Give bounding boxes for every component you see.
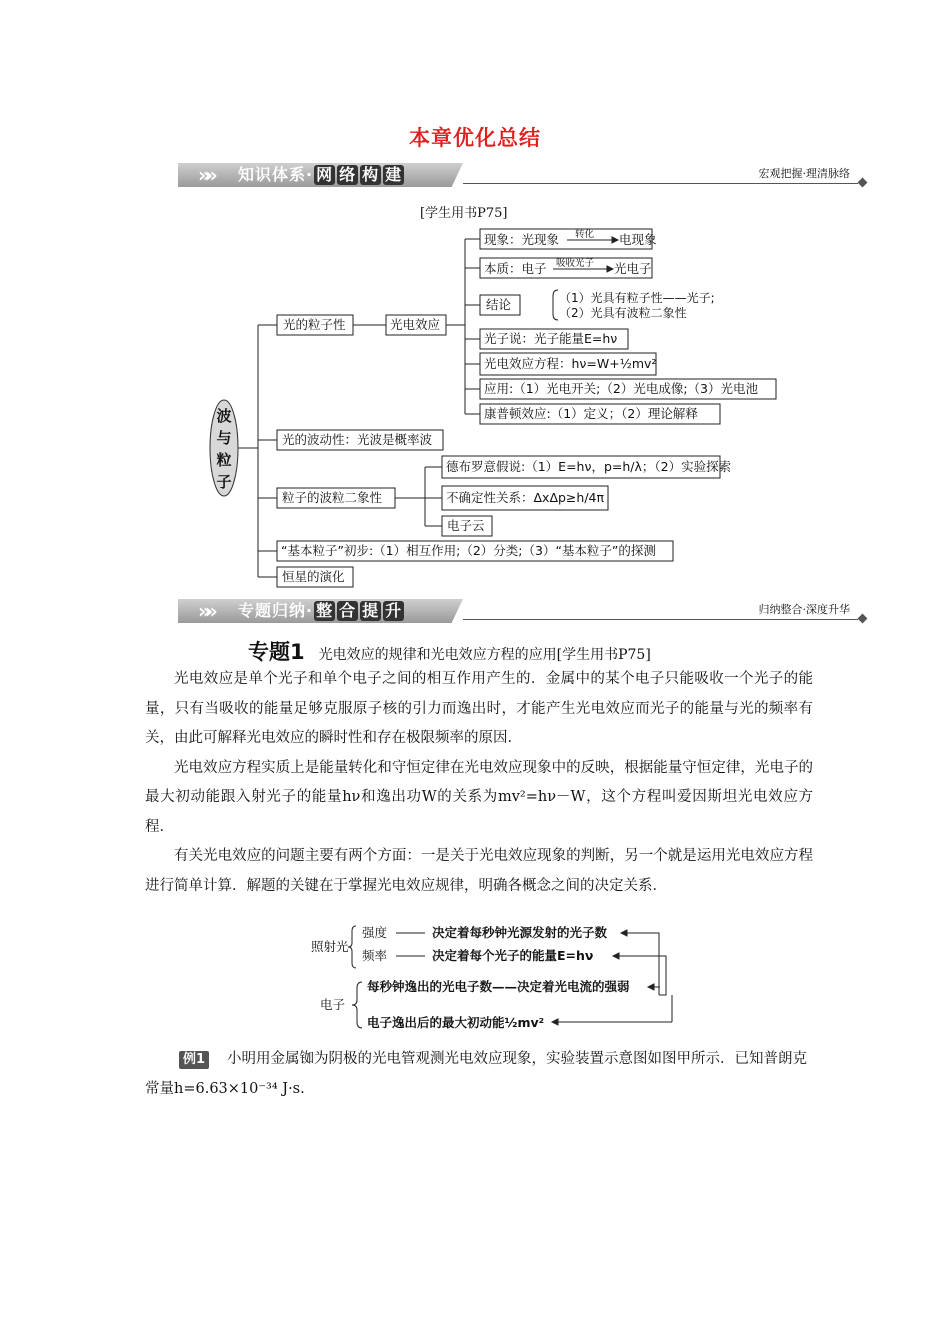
svg-text:光电子: 光电子: [614, 261, 652, 276]
chevron-icon: »»: [198, 599, 212, 623]
map-root-char: 波: [216, 407, 232, 425]
banner-subtitle: 归纳整合·深度升华: [758, 603, 850, 616]
map-node-cloud: 电子云: [447, 518, 485, 533]
map-root-char: 子: [216, 473, 232, 491]
example-tag: 例1: [179, 1051, 209, 1069]
svg-text:每秒钟逸出的光电子数——决定着光电流的强弱: 每秒钟逸出的光电子数——决定着光电流的强弱: [367, 979, 630, 994]
diagram-frequency: 频率: [362, 948, 388, 963]
section-banner-knowledge: »» 知识体系· 网 络 构 建 宏观把握·理清脉络: [178, 163, 868, 191]
chevron-icon: »»: [198, 163, 212, 187]
diagram-light: 照射光: [311, 939, 349, 954]
svg-text:电现象: 电现象: [619, 232, 657, 247]
map-node-essence: 本质：电子: [484, 261, 547, 276]
diagram-electron: 电子: [320, 997, 346, 1012]
map-node-debroglie: 德布罗意假说:（1）E=hν，p=h/λ；（2）实验探索: [446, 459, 732, 474]
map-node-equation: 光电效应方程：hν=W+½mv²: [484, 356, 657, 371]
banner-subtitle: 宏观把握·理清脉络: [758, 167, 850, 180]
map-node-stellar: 恒星的演化: [282, 569, 345, 584]
example-1: 例1 小明用金属铷为阴极的光电管观测光电效应现象，实验装置示意图如图甲所示．已知普朗克常量h=6.63×10⁻³⁴ J·s.: [145, 1051, 808, 1097]
map-root-char: 粒: [216, 451, 232, 469]
svg-text:决定着每秒钟光源发射的光子数: 决定着每秒钟光源发射的光子数: [432, 925, 608, 940]
map-node-photon: 光子说：光子能量E=hν: [484, 331, 618, 346]
book-reference: [学生用书P75]: [420, 206, 508, 221]
map-node-duality: 粒子的波粒二象性: [282, 490, 383, 505]
paragraph: 光电效应方程实质上是能量转化和守恒定律在光电效应现象中的反映，根据能量守恒定律，光电子的最大初动能跟入射光子的能量hν和逸出功W的关系为mv²=hν－W，这个方程叫爱因斯坦光电效应方程．: [145, 759, 813, 835]
map-node-phenomenon: 现象：光现象: [484, 232, 560, 247]
map-node-uncertainty: 不确定性关系：ΔxΔp≥h/4π: [446, 490, 605, 505]
paragraph: 光电效应是单个光子和单个电子之间的相互作用产生的．金属中的某个电子只能吸收一个光子的能量，只有当吸收的能量足够克服原子核的引力而逸出时，才能产生光电效应而光子的能量与光的频率有关，由此可解释光电效应的瞬时性和存在极限频率的原因．: [145, 671, 813, 746]
map-node-wave: 光的波动性：光波是概率波: [282, 432, 433, 447]
paragraph: 有关光电效应的问题主要有两个方面：一是关于光电效应现象的判断，另一个就是运用光电效应方程进行简单计算．解题的关键在于掌握光电效应规律，明确各概念之间的决定关系．: [145, 848, 813, 894]
map-node-compton: 康普顿效应:（1）定义；（2）理论解释: [484, 406, 698, 421]
map-node-particle: 光的粒子性: [283, 317, 346, 332]
map-root-char: 与: [216, 429, 232, 447]
svg-text:（1）光具有粒子性——光子;: （1）光具有粒子性——光子;: [559, 291, 715, 305]
map-node-photoelectric: 光电效应: [390, 317, 441, 332]
map-node-conclusion: 结论: [486, 297, 512, 312]
map-node-elementary: “基本粒子”初步:（1）相互作用;（2）分类;（3）“基本粒子”的探测: [281, 543, 656, 558]
page-title: 本章优化总结: [409, 126, 541, 150]
svg-text:决定着每个光子的能量E=hν: 决定着每个光子的能量E=hν: [432, 948, 594, 963]
map-node-application: 应用:（1）光电开关;（2）光电成像;（3）光电池: [484, 381, 758, 396]
svg-text:（2）光具有波粒二象性: （2）光具有波粒二象性: [559, 306, 687, 320]
section-banner-topics: »» 专题归纳· 整 合 提 升 归纳整合·深度升华: [178, 599, 868, 627]
diagram-intensity: 强度: [362, 925, 388, 940]
map-arrow-label: 吸收光子: [556, 258, 595, 269]
map-arrow-label: 转化: [575, 229, 595, 240]
svg-text:电子逸出后的最大初动能½mv²: 电子逸出后的最大初动能½mv²: [367, 1015, 545, 1030]
topic-heading: 专题1 光电效应的规律和光电效应方程的应用[学生用书P75]: [248, 640, 651, 664]
